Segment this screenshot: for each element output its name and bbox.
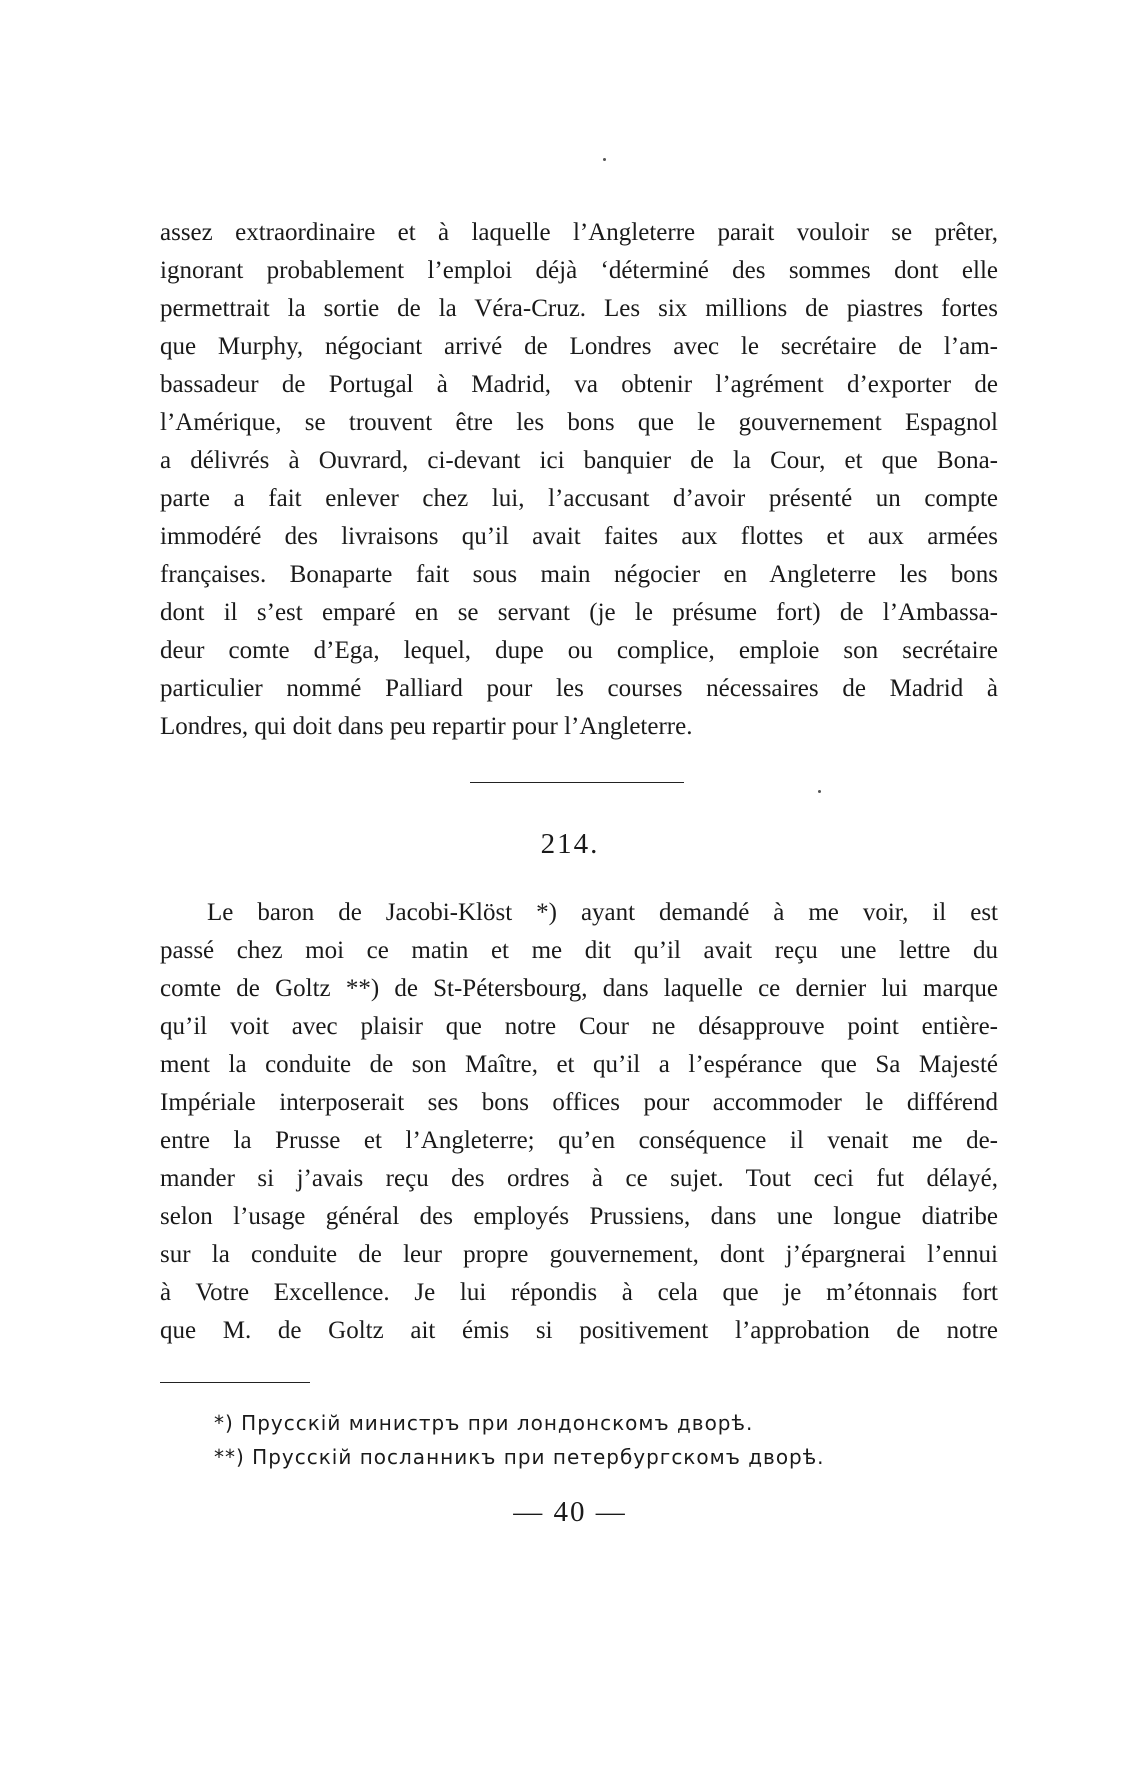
text-line: passé chez moi ce matin et me dit qu’il avait reçu une lettre du bbox=[160, 937, 998, 964]
text-line: mander si j’avais reçu des ordres à ce sujet. Tout ceci fut délayé, bbox=[160, 1165, 998, 1192]
text-line: assez extraordinaire et à laquelle l’Angleterre parait vouloir se prêter, bbox=[160, 219, 998, 246]
paragraph-continued bbox=[160, 214, 998, 746]
text-line: qu’il voit avec plaisir que notre Cour ne désapprouve point entière- bbox=[160, 1013, 998, 1040]
text-line: françaises. Bonaparte fait sous main négocier en Angleterre les bons bbox=[160, 561, 998, 588]
text-line: bassadeur de Portugal à Madrid, va obtenir l’agrément d’exporter de bbox=[160, 371, 998, 398]
text-line: a délivrés à Ouvrard, ci-devant ici banquier de la Cour, et que Bona- bbox=[160, 447, 998, 474]
text-line: à Votre Excellence. Je lui répondis à cela que je m’étonnais fort bbox=[160, 1279, 998, 1306]
text-line: sur la conduite de leur propre gouvernement, dont j’épargnerai l’ennui bbox=[160, 1241, 998, 1268]
scan-speck bbox=[818, 790, 821, 793]
text-line: que Murphy, négociant arrivé de Londres avec le secrétaire de l’am- bbox=[160, 333, 998, 360]
text-line: immodéré des livraisons qu’il avait faites aux flottes et aux armées bbox=[160, 523, 998, 550]
text-line: particulier nommé Palliard pour les courses nécessaires de Madrid à bbox=[160, 675, 998, 702]
text-line: Le baron de Jacobi-Klöst *) ayant demandé à me voir, il est bbox=[207, 899, 998, 926]
paragraph-214 bbox=[160, 894, 998, 1350]
footnotes bbox=[214, 1406, 914, 1474]
text-line: Impériale interposerait ses bons offices pour accommoder le différend bbox=[160, 1089, 998, 1116]
text-line: Londres, qui doit dans peu repartir pour l’Angleterre. bbox=[160, 713, 693, 740]
footnote: *) Прусскій министръ при лондонскомъ дворѣ. bbox=[214, 1411, 754, 1435]
text-line: deur comte d’Ega, lequel, dupe ou complice, emploie son secrétaire bbox=[160, 637, 998, 664]
text-line: que M. de Goltz ait émis si positivement l’approbation de notre bbox=[160, 1317, 998, 1344]
footnote-divider bbox=[160, 1382, 310, 1383]
scan-speck bbox=[603, 158, 606, 161]
text-line: selon l’usage général des employés Prussiens, dans une longue diatribe bbox=[160, 1203, 998, 1230]
text-line: entre la Prusse et l’Angleterre; qu’en conséquence il venait me de- bbox=[160, 1127, 998, 1154]
text-line: ignorant probablement l’emploi déjà ‘déterminé des sommes dont elle bbox=[160, 257, 998, 284]
text-line: comte de Goltz **) de St-Pétersbourg, dans laquelle ce dernier lui marque bbox=[160, 975, 998, 1002]
section-number: 214. bbox=[540, 828, 600, 860]
section-divider bbox=[470, 782, 684, 783]
text-line: ment la conduite de son Maître, et qu’il a l’espérance que Sa Majesté bbox=[160, 1051, 998, 1078]
text-line: dont il s’est emparé en se servant (je le présume fort) de l’Ambassa- bbox=[160, 599, 998, 626]
text-line: parte a fait enlever chez lui, l’accusant d’avoir présenté un compte bbox=[160, 485, 998, 512]
footnote: **) Прусскій посланникъ при петербургскомъ дворѣ. bbox=[214, 1445, 825, 1469]
text-line: permettrait la sortie de la Véra-Cruz. Les six millions de piastres fortes bbox=[160, 295, 998, 322]
page-number: — 40 — bbox=[513, 1496, 627, 1528]
text-line: l’Amérique, se trouvent être les bons que le gouvernement Espagnol bbox=[160, 409, 998, 436]
